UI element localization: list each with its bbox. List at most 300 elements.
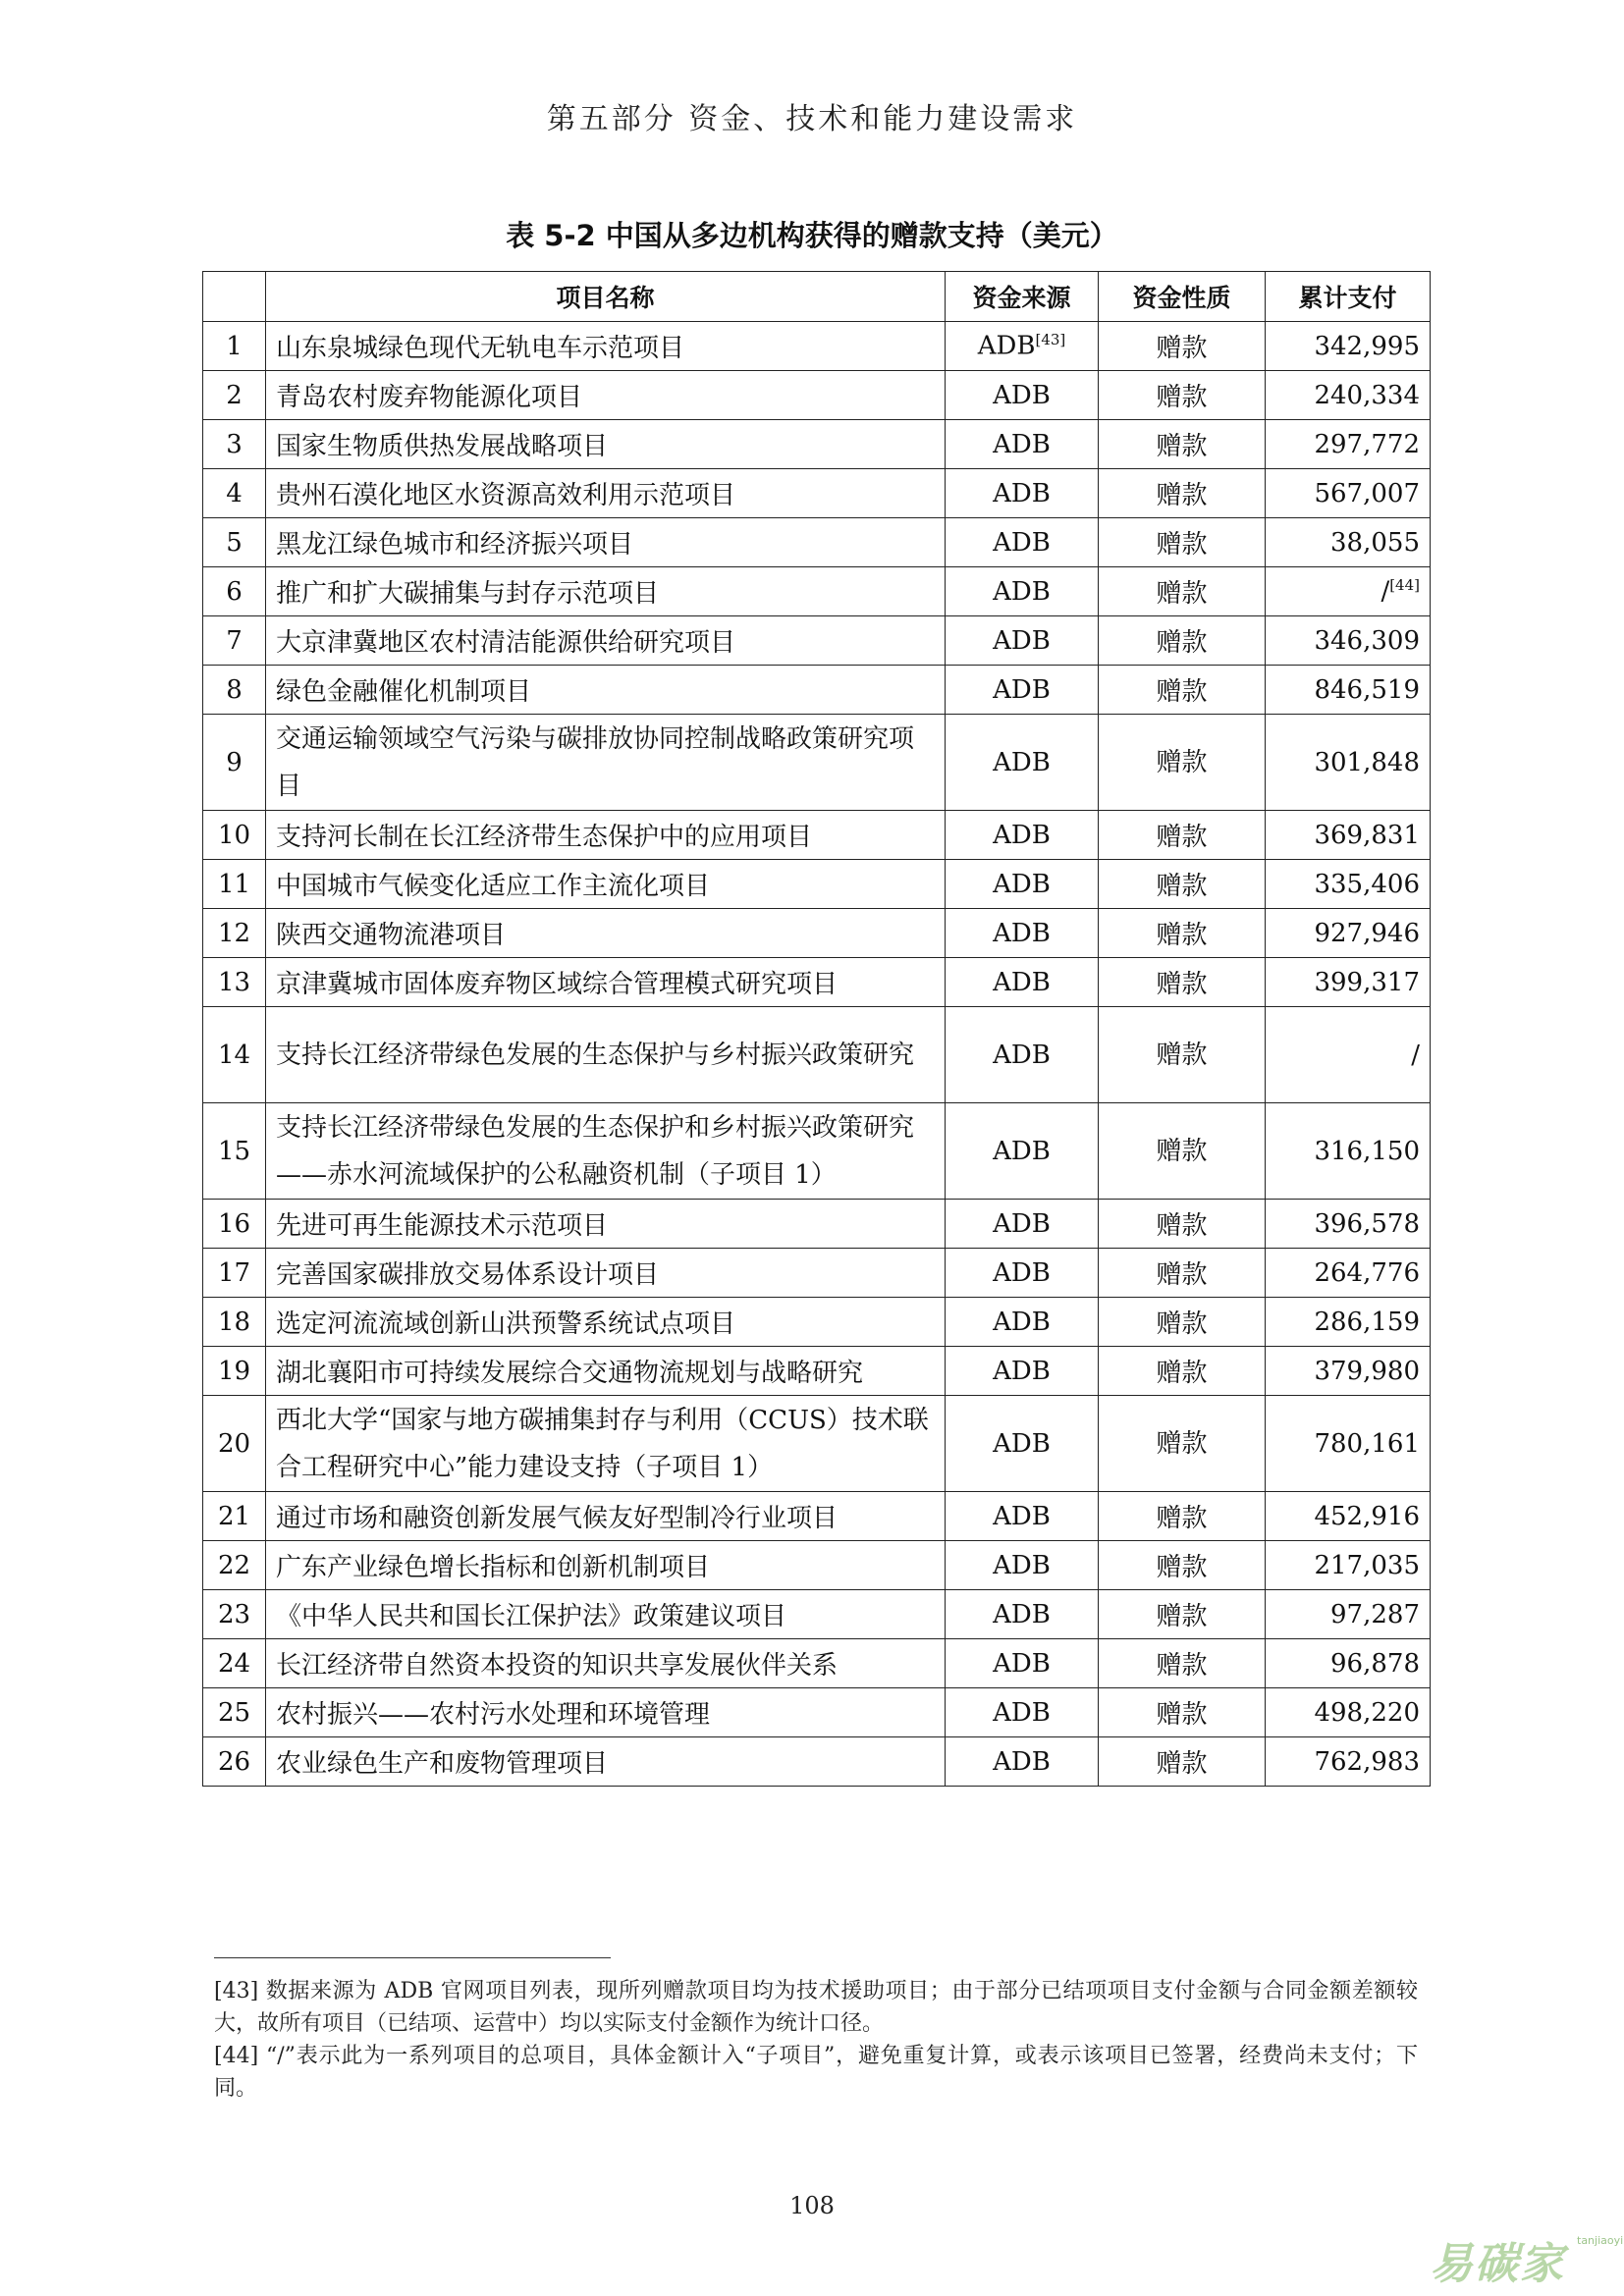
project-name-text: 支持长江经济带绿色发展的生态保护与乡村振兴政策研究 (276, 1040, 915, 1070)
funding-nature-text: 赠款 (1156, 1136, 1208, 1166)
funding-source (946, 371, 1099, 420)
project-name (266, 1688, 946, 1737)
funding-source-text: ADB (993, 1257, 1051, 1288)
cumulative-payment-text: 97,287 (1330, 1599, 1420, 1629)
project-name (266, 1737, 946, 1787)
cumulative-payment (1266, 371, 1431, 420)
row-number (203, 666, 266, 715)
funding-nature-text: 赠款 (1156, 823, 1208, 852)
row-number (203, 616, 266, 666)
funding-source-text: ADB (993, 1428, 1051, 1459)
column-header-name: 项目名称 (266, 272, 946, 322)
project-name (266, 371, 946, 420)
funding-source-text: ADB (993, 1648, 1051, 1679)
cumulative-payment-text: 846,519 (1314, 674, 1420, 705)
table-row (203, 1492, 1431, 1541)
project-name-text: 农业绿色生产和废物管理项目 (276, 1749, 609, 1779)
project-name-text: 绿色金融催化机制项目 (276, 677, 532, 707)
row-number-text: 5 (226, 527, 243, 558)
funding-source-text: ADB (993, 1697, 1051, 1728)
funding-nature (1099, 1007, 1266, 1103)
cumulative-payment-text: 38,055 (1330, 527, 1420, 558)
funding-source (946, 909, 1099, 958)
cumulative-payment (1266, 909, 1431, 958)
row-number-text: 12 (217, 918, 251, 948)
cumulative-payment (1266, 1639, 1431, 1688)
funding-source-text: ADB (993, 1208, 1051, 1239)
funding-nature-text: 赠款 (1156, 1602, 1208, 1631)
funding-source-text: ADB (993, 1599, 1051, 1629)
funding-nature-text: 赠款 (1156, 1749, 1208, 1779)
row-number (203, 469, 266, 518)
funding-nature (1099, 1298, 1266, 1347)
cumulative-payment (1266, 1492, 1431, 1541)
cumulative-payment-text: 396,578 (1314, 1208, 1420, 1239)
cumulative-payment (1266, 1249, 1431, 1298)
cumulative-payment (1266, 1541, 1431, 1590)
grant-table (202, 271, 1431, 1787)
row-number-text: 2 (226, 380, 243, 410)
row-number-text: 16 (217, 1208, 251, 1239)
footnote-divider (214, 1957, 611, 1958)
cumulative-payment-text: / (1411, 1040, 1420, 1070)
row-number-text: 26 (217, 1746, 251, 1777)
funding-nature-text: 赠款 (1156, 1700, 1208, 1730)
funding-nature-text: 赠款 (1156, 432, 1208, 461)
funding-nature-text: 赠款 (1156, 1504, 1208, 1533)
row-number (203, 1103, 266, 1200)
watermark-subtext: tanjiaoyi (1577, 2234, 1624, 2247)
project-name-text: 支持河长制在长江经济带生态保护中的应用项目 (276, 823, 813, 852)
funding-source-text: ADB (993, 1040, 1051, 1070)
cumulative-payment-text: 264,776 (1314, 1257, 1420, 1288)
funding-source-text: ADB (993, 967, 1051, 997)
column-header-source: 资金来源 (946, 272, 1099, 322)
project-name (266, 518, 946, 567)
cumulative-payment (1266, 322, 1431, 371)
funding-nature (1099, 1737, 1266, 1787)
funding-nature (1099, 1639, 1266, 1688)
row-number-text: 14 (217, 1040, 251, 1070)
funding-nature-text: 赠款 (1156, 1651, 1208, 1681)
project-name (266, 1298, 946, 1347)
funding-nature (1099, 1492, 1266, 1541)
row-number (203, 715, 266, 811)
funding-nature-text: 赠款 (1156, 334, 1208, 363)
project-name (266, 1492, 946, 1541)
cumulative-payment-text: 927,946 (1314, 918, 1420, 948)
project-name (266, 1007, 946, 1103)
funding-source-text: ADB (993, 1356, 1051, 1386)
cumulative-payment (1266, 1298, 1431, 1347)
row-number (203, 860, 266, 909)
cumulative-payment (1266, 860, 1431, 909)
table-row (203, 1541, 1431, 1590)
funding-source-text: ADB (977, 331, 1036, 361)
funding-nature (1099, 616, 1266, 666)
funding-nature (1099, 322, 1266, 371)
project-name (266, 469, 946, 518)
row-number-text: 21 (217, 1501, 251, 1531)
cumulative-payment-text: 567,007 (1314, 478, 1420, 508)
cumulative-payment-text: 316,150 (1314, 1136, 1420, 1166)
project-name-text: 先进可再生能源技术示范项目 (276, 1211, 609, 1241)
funding-source (946, 469, 1099, 518)
funding-source-text: ADB (993, 429, 1051, 459)
row-number (203, 1200, 266, 1249)
row-number (203, 811, 266, 860)
project-name-text: 山东泉城绿色现代无轨电车示范项目 (276, 334, 685, 363)
funding-source (946, 715, 1099, 811)
funding-source (946, 1103, 1099, 1200)
cumulative-payment (1266, 1688, 1431, 1737)
funding-nature-text: 赠款 (1156, 747, 1208, 777)
funding-nature-text: 赠款 (1156, 1428, 1208, 1459)
project-name-text: 陕西交通物流港项目 (276, 921, 507, 950)
funding-source-text: ADB (993, 1746, 1051, 1777)
row-number (203, 1298, 266, 1347)
cumulative-payment (1266, 469, 1431, 518)
funding-nature (1099, 1249, 1266, 1298)
project-name (266, 666, 946, 715)
project-name-text: 广东产业绿色增长指标和创新机制项目 (276, 1553, 711, 1582)
table-row (203, 1249, 1431, 1298)
table-row (203, 518, 1431, 567)
project-name-text: 青岛农村废弃物能源化项目 (276, 383, 583, 412)
row-number (203, 518, 266, 567)
project-name-text: 湖北襄阳市可持续发展综合交通物流规划与战略研究 (276, 1359, 864, 1388)
table-row (203, 811, 1431, 860)
column-header-nature: 资金性质 (1099, 272, 1266, 322)
row-number (203, 322, 266, 371)
project-name-text: 长江经济带自然资本投资的知识共享发展伙伴关系 (276, 1651, 839, 1681)
row-number-text: 7 (226, 625, 243, 656)
cumulative-payment (1266, 1590, 1431, 1639)
cumulative-payment-text: 498,220 (1314, 1697, 1420, 1728)
funding-nature-text: 赠款 (1156, 628, 1208, 658)
cumulative-payment-text: 96,878 (1330, 1648, 1420, 1679)
funding-source (946, 1347, 1099, 1396)
project-name-text: 《中华人民共和国长江保护法》政策建议项目 (276, 1602, 787, 1631)
table-row (203, 616, 1431, 666)
funding-source-text: ADB (993, 478, 1051, 508)
funding-nature (1099, 469, 1266, 518)
funding-source (946, 1492, 1099, 1541)
funding-source (946, 1298, 1099, 1347)
cumulative-payment (1266, 567, 1431, 616)
funding-nature (1099, 371, 1266, 420)
row-number (203, 1590, 266, 1639)
project-name (266, 715, 946, 811)
row-number-text: 15 (217, 1136, 251, 1166)
cumulative-payment (1266, 666, 1431, 715)
table-body (203, 322, 1431, 1787)
cumulative-payment (1266, 1103, 1431, 1200)
funding-source (946, 1007, 1099, 1103)
funding-source (946, 1639, 1099, 1688)
funding-nature (1099, 715, 1266, 811)
table-row (203, 1298, 1431, 1347)
project-name-text: 贵州石漠化地区水资源高效利用示范项目 (276, 481, 736, 510)
funding-source-text: ADB (993, 674, 1051, 705)
row-number-text: 8 (226, 674, 243, 705)
cumulative-payment-text: 780,161 (1314, 1428, 1420, 1459)
cumulative-payment (1266, 958, 1431, 1007)
cumulative-payment-text: 217,035 (1314, 1550, 1420, 1580)
funding-source-text: ADB (993, 1307, 1051, 1337)
cumulative-payment (1266, 1200, 1431, 1249)
funding-nature (1099, 1688, 1266, 1737)
funding-source (946, 420, 1099, 469)
row-number (203, 1492, 266, 1541)
project-name (266, 1347, 946, 1396)
funding-nature-text: 赠款 (1156, 1553, 1208, 1582)
funding-nature-text: 赠款 (1156, 872, 1208, 901)
cumulative-payment-text: 346,309 (1314, 625, 1420, 656)
cumulative-payment (1266, 811, 1431, 860)
project-name-text: 国家生物质供热发展战略项目 (276, 432, 609, 461)
funding-nature (1099, 1590, 1266, 1639)
funding-source-text: ADB (993, 380, 1051, 410)
project-name-text: 大京津冀地区农村清洁能源供给研究项目 (276, 628, 736, 658)
funding-source (946, 666, 1099, 715)
row-number-text: 20 (217, 1428, 251, 1459)
row-number (203, 1639, 266, 1688)
cumulative-payment (1266, 420, 1431, 469)
funding-nature-text: 赠款 (1156, 1211, 1208, 1241)
row-number (203, 958, 266, 1007)
funding-source (946, 860, 1099, 909)
cumulative-payment-text: 301,848 (1314, 747, 1420, 777)
cumulative-payment (1266, 616, 1431, 666)
funding-source (946, 567, 1099, 616)
row-number-text: 6 (226, 576, 243, 607)
project-name (266, 1541, 946, 1590)
funding-nature (1099, 567, 1266, 616)
cumulative-payment-text: 379,980 (1314, 1356, 1420, 1386)
funding-source-text: ADB (993, 576, 1051, 607)
cumulative-payment-text: 762,983 (1314, 1746, 1420, 1777)
row-number-text: 25 (217, 1697, 251, 1728)
funding-nature (1099, 811, 1266, 860)
project-name (266, 1249, 946, 1298)
cumulative-payment-text: 286,159 (1314, 1307, 1420, 1337)
funding-nature (1099, 909, 1266, 958)
project-name (266, 909, 946, 958)
funding-nature-text: 赠款 (1156, 1040, 1208, 1070)
project-name-text: 完善国家碳排放交易体系设计项目 (276, 1260, 660, 1290)
project-name-text: 中国城市气候变化适应工作主流化项目 (276, 872, 711, 901)
row-number (203, 1347, 266, 1396)
funding-source-text: ADB (993, 1550, 1051, 1580)
table-row (203, 1396, 1431, 1492)
watermark-logo (1430, 2228, 1624, 2289)
funding-source (946, 1396, 1099, 1492)
row-number (203, 567, 266, 616)
project-name-text: 通过市场和融资创新发展气候友好型制冷行业项目 (276, 1504, 839, 1533)
column-header-amount: 累计支付 (1266, 272, 1431, 322)
footnote-44: [44] “/”表示此为一系列项目的总项目，具体金额计入“子项目”，避免重复计算，或表示该项目已签署，经费尚未支付；下同。 (214, 2044, 1418, 2101)
funding-nature (1099, 518, 1266, 567)
funding-source-text: ADB (993, 527, 1051, 558)
project-name (266, 567, 946, 616)
row-number-text: 24 (217, 1648, 251, 1679)
project-name-text: 支持长江经济带绿色发展的生态保护和乡村振兴政策研究——赤水河流域保护的公私融资机制（子项目 1） (276, 1112, 915, 1190)
project-name-text: 选定河流流域创新山洪预警系统试点项目 (276, 1309, 736, 1339)
funding-source (946, 811, 1099, 860)
table-row (203, 322, 1431, 371)
footnotes (214, 1975, 1418, 2105)
project-name (266, 1639, 946, 1688)
funding-nature-text: 赠款 (1156, 921, 1208, 950)
project-name (266, 811, 946, 860)
funding-nature-text: 赠款 (1156, 579, 1208, 609)
row-number-text: 10 (217, 820, 251, 850)
project-name (266, 322, 946, 371)
watermark-text: 易碳家 (1430, 2239, 1565, 2289)
table-row (203, 1688, 1431, 1737)
cumulative-payment-text: 342,995 (1314, 331, 1420, 361)
row-number-text: 1 (226, 331, 243, 361)
table-row (203, 1200, 1431, 1249)
table-row (203, 371, 1431, 420)
funding-source-text: ADB (993, 1501, 1051, 1531)
row-number (203, 1688, 266, 1737)
funding-source (946, 1249, 1099, 1298)
funding-nature (1099, 1396, 1266, 1492)
row-number-text: 13 (217, 967, 251, 997)
funding-nature (1099, 420, 1266, 469)
funding-nature-text: 赠款 (1156, 677, 1208, 707)
table-row (203, 715, 1431, 811)
row-number (203, 420, 266, 469)
row-number-text: 9 (226, 747, 243, 777)
cumulative-payment-text: 297,772 (1314, 429, 1420, 459)
project-name-text: 京津冀城市固体废弃物区域综合管理模式研究项目 (276, 970, 839, 999)
table-row (203, 958, 1431, 1007)
funding-source-text: ADB (993, 918, 1051, 948)
table-caption: 表 5-2 中国从多边机构获得的赠款支持（美元） (506, 219, 1118, 252)
page-header: 第五部分 资金、技术和能力建设需求 (546, 102, 1078, 136)
table-row (203, 1007, 1431, 1103)
funding-source-text: ADB (993, 1136, 1051, 1166)
project-name (266, 958, 946, 1007)
cumulative-payment (1266, 1396, 1431, 1492)
table-row (203, 1103, 1431, 1200)
funding-nature (1099, 860, 1266, 909)
table-row (203, 909, 1431, 958)
row-number-text: 22 (217, 1550, 251, 1580)
funding-nature-text: 赠款 (1156, 481, 1208, 510)
table-row (203, 420, 1431, 469)
funding-source (946, 1541, 1099, 1590)
funding-nature-text: 赠款 (1156, 1309, 1208, 1339)
funding-nature (1099, 958, 1266, 1007)
cumulative-payment-text: 240,334 (1314, 380, 1420, 410)
project-name (266, 420, 946, 469)
project-name-text: 推广和扩大碳捕集与封存示范项目 (276, 579, 660, 609)
column-header-index (203, 272, 266, 322)
project-name (266, 1103, 946, 1200)
cumulative-payment (1266, 1347, 1431, 1396)
funding-nature-text: 赠款 (1156, 530, 1208, 560)
funding-nature (1099, 666, 1266, 715)
project-name-text: 农村振兴——农村污水处理和环境管理 (276, 1700, 711, 1730)
funding-nature (1099, 1103, 1266, 1200)
funding-nature-text: 赠款 (1156, 383, 1208, 412)
row-number-text: 11 (217, 869, 251, 899)
row-number-text: 3 (226, 429, 243, 459)
row-number (203, 371, 266, 420)
cumulative-payment (1266, 1007, 1431, 1103)
funding-source-text: ADB (993, 747, 1051, 777)
cumulative-payment-text: 335,406 (1314, 869, 1420, 899)
funding-nature (1099, 1200, 1266, 1249)
project-name-text: 西北大学“国家与地方碳捕集封存与利用（CCUS）技术联合工程研究中心”能力建设支持（子项目 1） (276, 1405, 929, 1482)
funding-nature-text: 赠款 (1156, 1359, 1208, 1388)
table-row (203, 469, 1431, 518)
row-number (203, 1396, 266, 1492)
funding-source-text: ADB (993, 820, 1051, 850)
funding-source-text: ADB (993, 625, 1051, 656)
funding-source (946, 1737, 1099, 1787)
row-number-text: 18 (217, 1307, 251, 1337)
project-name (266, 616, 946, 666)
cumulative-payment-text: 369,831 (1314, 820, 1420, 850)
table-row (203, 666, 1431, 715)
table-row (203, 1590, 1431, 1639)
table-row (203, 860, 1431, 909)
row-number (203, 909, 266, 958)
funding-nature (1099, 1347, 1266, 1396)
funding-source (946, 518, 1099, 567)
cumulative-payment (1266, 1737, 1431, 1787)
row-number-text: 4 (226, 478, 243, 508)
cumulative-payment (1266, 715, 1431, 811)
row-number (203, 1249, 266, 1298)
funding-source (946, 616, 1099, 666)
project-name (266, 1200, 946, 1249)
footnote-ref[interactable]: [43] (1035, 331, 1066, 349)
page-number: 108 (789, 2192, 835, 2219)
cumulative-payment-text: / (1380, 576, 1390, 607)
funding-nature-text: 赠款 (1156, 1260, 1208, 1290)
row-number-text: 23 (217, 1599, 251, 1629)
row-number (203, 1737, 266, 1787)
table-row (203, 1639, 1431, 1688)
row-number (203, 1541, 266, 1590)
funding-source (946, 1688, 1099, 1737)
funding-source-text: ADB (993, 869, 1051, 899)
funding-source (946, 1200, 1099, 1249)
footnote-ref[interactable]: [44] (1389, 576, 1420, 595)
table-row (203, 1737, 1431, 1787)
row-number (203, 1007, 266, 1103)
table-row (203, 1347, 1431, 1396)
funding-source (946, 1590, 1099, 1639)
project-name-text: 交通运输领域空气污染与碳排放协同控制战略政策研究项目 (276, 723, 915, 801)
cumulative-payment-text: 452,916 (1314, 1501, 1420, 1531)
funding-nature-text: 赠款 (1156, 970, 1208, 999)
funding-source (946, 958, 1099, 1007)
funding-source (946, 322, 1099, 371)
table-row (203, 567, 1431, 616)
table-header-row (203, 272, 1431, 322)
project-name (266, 1590, 946, 1639)
project-name-text: 黑龙江绿色城市和经济振兴项目 (276, 530, 634, 560)
cumulative-payment (1266, 518, 1431, 567)
project-name (266, 860, 946, 909)
